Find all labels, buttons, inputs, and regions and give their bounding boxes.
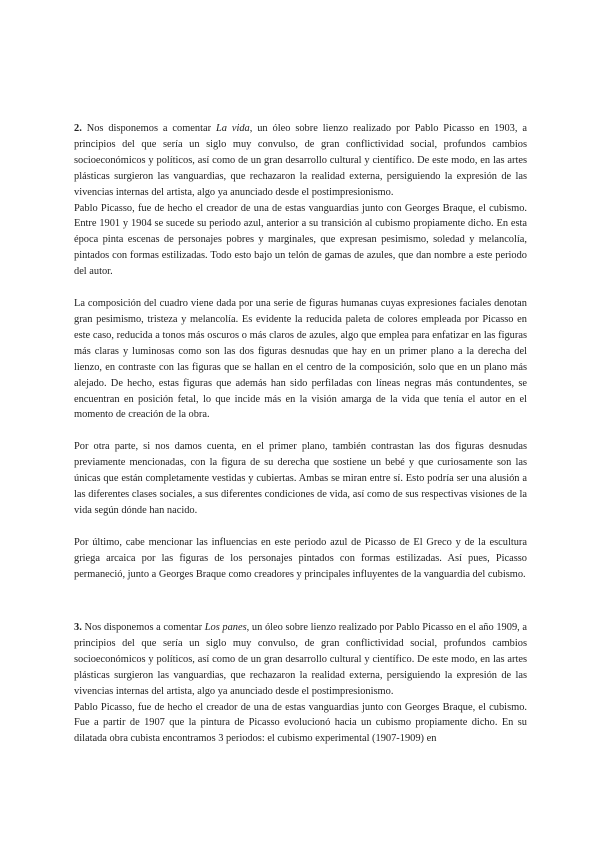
section-3-intro xyxy=(74,620,527,700)
intro-text: Nos disponemos a comentar xyxy=(81,123,216,134)
section-2 xyxy=(74,121,527,583)
intro-text: Nos disponemos a comentar xyxy=(81,622,205,633)
section-number: 2. xyxy=(74,123,82,134)
artwork-title: La vida xyxy=(215,123,250,134)
intro-text-continued: , un óleo sobre lienzo realizado por Pablo Picasso en 1903, a principios del que sería un siglo muy convulso, de gran conflictividad social, profundos cambios socioeconómicos y políticos, así como de un gran desarrollo cultural y científico. De este modo, en las artes plásticas surgieron las vanguardias, que rechazaron la realidad externa, persiguiendo la expresión de las vivencias internas del artista, algo ya anunciado desde el postimpresionismo. xyxy=(74,123,527,198)
section-2-influences: Por último, cabe mencionar las influencias en este periodo azul de Picasso de El Greco y de la escultura griega arcaica por las figuras de los personajes pintados con formas estilizadas. Así pues, Picasso permaneció, junto a Georges Braque como creadores y principales influyentes de la vanguardia del cubismo. xyxy=(74,536,527,580)
section-2-composition: La composición del cuadro viene dada por una serie de figuras humanas cuyas expresiones faciales denotan gran pesimismo, tristeza y melancolía. Es evidente la reducida paleta de colores empleada por Picasso en este caso, reducida a tonos más oscuros o más claros de azules, algo que emplea para enfatizar en las figuras más claras y luminosas como son las dos figuras desnudas que hay en un primer plano a la derecha del lienzo, en contraste con las figuras que se hallan en el centro de la composición, solo que en un plano más alejado. De hecho, estas figuras que además han sido perfiladas con líneas negras más contundentes, se encuentran en posición fetal, lo que incide más en la visión amarga de la vida que tenía el autor en el momento de creación de la obra. xyxy=(74,298,527,421)
section-3-context: Pablo Picasso, fue de hecho el creador de una de estas vanguardias junto con Georges Braque, el cubismo. Fue a partir de 1907 que la pintura de Picasso evolucionó hacia un cubismo propiamente dicho. En su dilatada obra cubista encontramos 3 periodos: el cubismo experimental (1907-1909) en xyxy=(74,701,527,745)
intro-text-continued: , un óleo sobre lienzo realizado por Pablo Picasso en el año 1909, a principios del que sería un siglo muy convulso, de gran conflictividad social, profundos cambios socioeconómicos y políticos, así como de un gran desarrollo cultural y científico. De este modo, en las artes plásticas surgieron las vanguardias, que rechazaron la realidad externa, persiguiendo la expresión de las vivencias internas del artista, algo ya anunciado desde el postimpresionismo. xyxy=(74,622,527,697)
section-2-context: Pablo Picasso, fue de hecho el creador de una de estas vanguardias junto con Georges Braque, el cubismo. Entre 1901 y 1904 se sucede su periodo azul, anterior a su transición al cubismo propiamente dicho. En esta época pinta escenas de personajes pobres y marginales, que expresan pesimismo, soledad y melancolía, pintados con formas estilizadas. Todo esto bajo un telón de gamas de azules, que dan nombre a este periodo del autor. xyxy=(74,202,527,278)
section-2-contrast: Por otra parte, si nos damos cuenta, en el primer plano, también contrastan las dos figuras desnudas previamente mencionadas, con la figura de su derecha que sostiene un bebé y que curiosamente son las únicas que están completamente vestidas y cubiertas. Ambas se miran entre sí. Esto podría ser una alusión a las diferentes clases sociales, a sus diferentes condiciones de vida, así como de sus respectivas visiones de la vida según dónde han nacido. xyxy=(74,441,527,516)
artwork-title: Los panes xyxy=(204,622,247,633)
section-2-intro xyxy=(74,121,527,201)
section-number: 3. xyxy=(74,622,82,633)
section-3 xyxy=(74,620,527,747)
